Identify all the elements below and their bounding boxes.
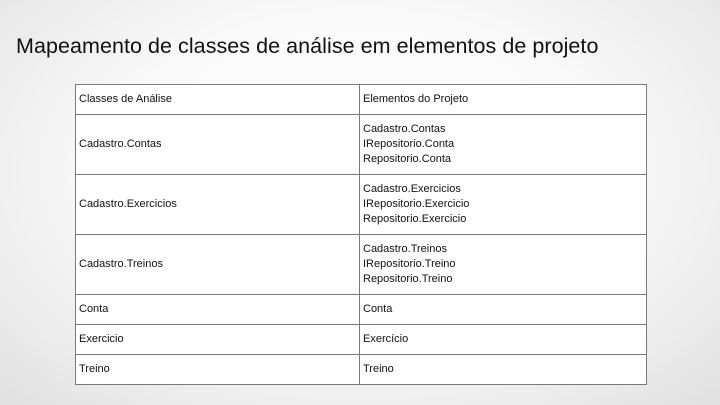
design-element: Repositorio.Exercicio	[363, 213, 467, 225]
design-element: Cadastro.Exercicios	[363, 183, 461, 195]
mapping-table	[75, 84, 647, 385]
design-elements-cell	[360, 115, 647, 175]
analysis-class-cell: Conta	[76, 295, 360, 325]
design-element: Repositorio.Treino	[363, 273, 453, 285]
table-row	[76, 355, 647, 385]
header-cell-design-elements: Elementos do Projeto	[360, 85, 647, 115]
analysis-class-cell: Exercicio	[76, 325, 360, 355]
analysis-class-cell: Cadastro.Contas	[76, 115, 360, 175]
design-element: IRepositorio.Treino	[363, 258, 456, 270]
table-row	[76, 325, 647, 355]
design-elements-cell	[360, 175, 647, 235]
design-elements-cell: Exercício	[360, 325, 647, 355]
table-header-row	[76, 85, 647, 115]
table-row	[76, 295, 647, 325]
design-element: Cadastro.Treinos	[363, 243, 447, 255]
design-element: Cadastro.Contas	[363, 123, 446, 135]
design-element: Repositorio.Conta	[363, 153, 452, 165]
design-elements-cell: Conta	[360, 295, 647, 325]
analysis-class-cell: Cadastro.Exercicios	[76, 175, 360, 235]
table-row	[76, 235, 647, 295]
analysis-class-cell: Cadastro.Treinos	[76, 235, 360, 295]
design-elements-cell	[360, 235, 647, 295]
design-elements-cell: Treino	[360, 355, 647, 385]
table-row	[76, 175, 647, 235]
table-row	[76, 115, 647, 175]
header-cell-analysis-classes: Classes de Análise	[76, 85, 360, 115]
design-element: IRepositorio.Exercicio	[363, 198, 470, 210]
design-element: IRepositorio.Conta	[363, 138, 455, 150]
slide-title: Mapeamento de classes de análise em elementos de projeto	[16, 34, 599, 58]
analysis-class-cell: Treino	[76, 355, 360, 385]
